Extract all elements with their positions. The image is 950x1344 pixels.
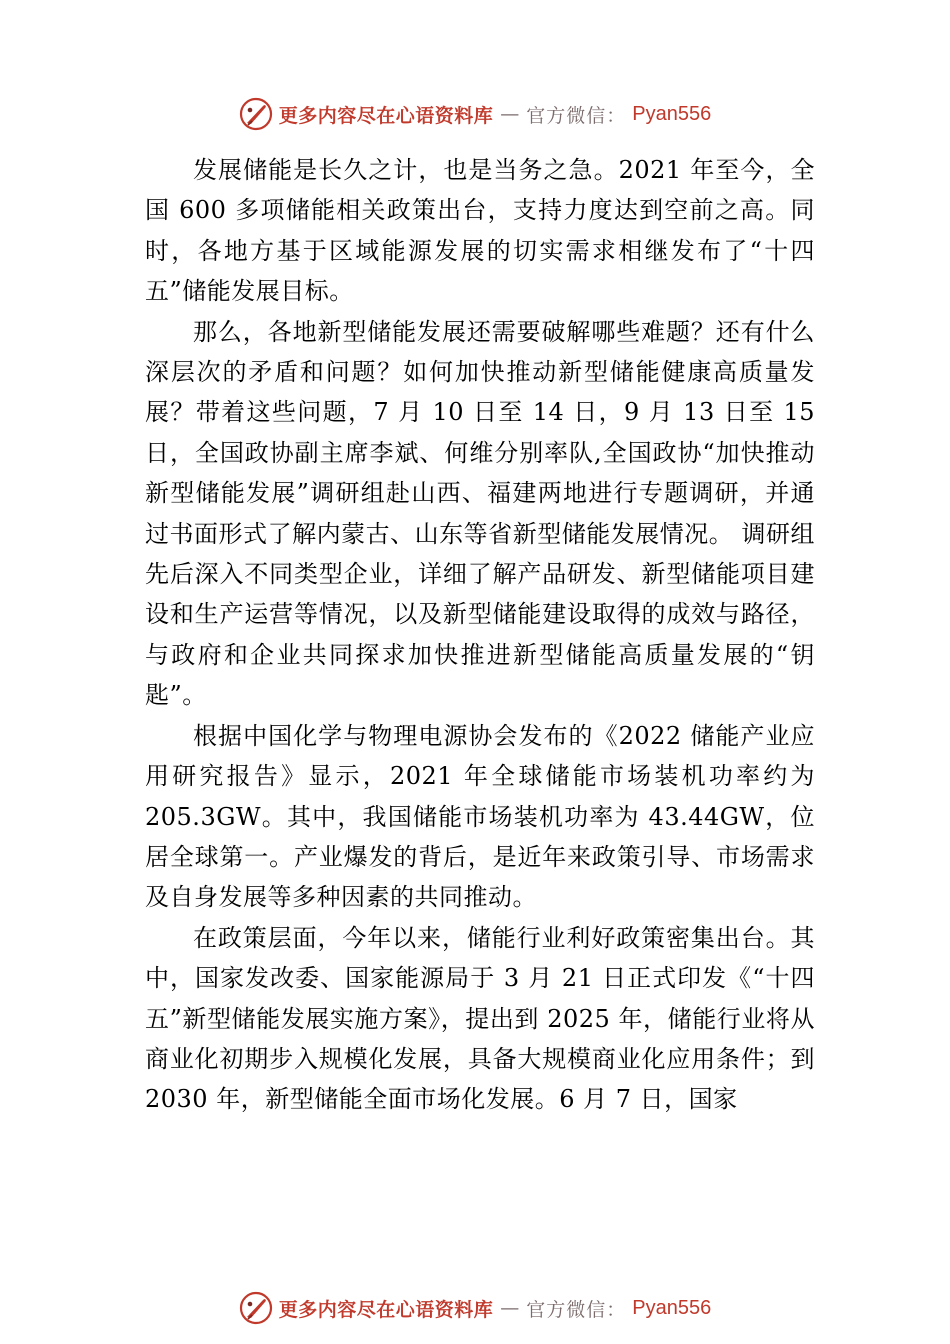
paragraph: 那么，各地新型储能发展还需要破解哪些难题？还有什么深层次的矛盾和问题？如何加快推动新型储能健康高质量发展？带着这些问题，7 月 10 日至 14 日，9 月 13 日至 15 日，全国政协副主席李斌、何维分别率队,全国政协“加快推动新型储能发展”调研组赴山西、福建两地进行专题调研，并通过书面形式了解内蒙古、山东等省新型储能发展情况。 调研组先后深入不同类型企业，详细了解产品研发、新型储能项目建设和生产运营等情况，以及新型储能建设取得的成效与路径，与政府和企业共同探求加快推进新型储能高质量发展的“钥匙”。 bbox=[145, 317, 815, 710]
site-name: 更多内容尽在心语资料库 bbox=[278, 1298, 494, 1321]
site-name: 更多内容尽在心语资料库 bbox=[278, 104, 494, 127]
separator: — bbox=[500, 1297, 520, 1319]
quill-pen-logo-icon bbox=[239, 97, 273, 131]
wechat-id: Pyan556 bbox=[632, 102, 712, 125]
paragraph: 在政策层面，今年以来，储能行业利好政策密集出台。其中，国家发改委、国家能源局于 3 月 21 日正式印发《“十四五”新型储能发展实施方案》，提出到 2025 年，储能行业将从商业化初期步入规模化发展，具备大规模商业化应用条件；到 2030 年，新型储能全面市场化发展。6 月 7 日，国家 bbox=[145, 923, 815, 1114]
paragraph: 发展储能是长久之计，也是当务之急。2021 年至今，全国 600 多项储能相关政策出台，支持力度达到空前之高。同时，各地方基于区域能源发展的切实需求相继发布了“十四五”储能发展目标。 bbox=[145, 156, 815, 306]
wechat-label: 官方微信： bbox=[526, 104, 627, 127]
paragraph: 根据中国化学与物理电源协会发布的《2022 储能产业应用研究报告》显示，2021 年全球储能市场装机功率约为 205.3GW。其中，我国储能市场装机功率为 43.44GW，位居全球第一。产业爆发的背后，是近年来政策引导、市场需求及自身发展等多种因素的共同推动。 bbox=[145, 721, 815, 912]
header-banner bbox=[0, 94, 950, 134]
wechat-label: 官方微信： bbox=[526, 1298, 627, 1321]
wechat-id: Pyan556 bbox=[632, 1296, 712, 1319]
article-body bbox=[145, 150, 815, 1120]
quill-pen-logo-icon bbox=[239, 1291, 273, 1325]
footer-banner bbox=[0, 1288, 950, 1328]
separator: — bbox=[500, 103, 520, 125]
